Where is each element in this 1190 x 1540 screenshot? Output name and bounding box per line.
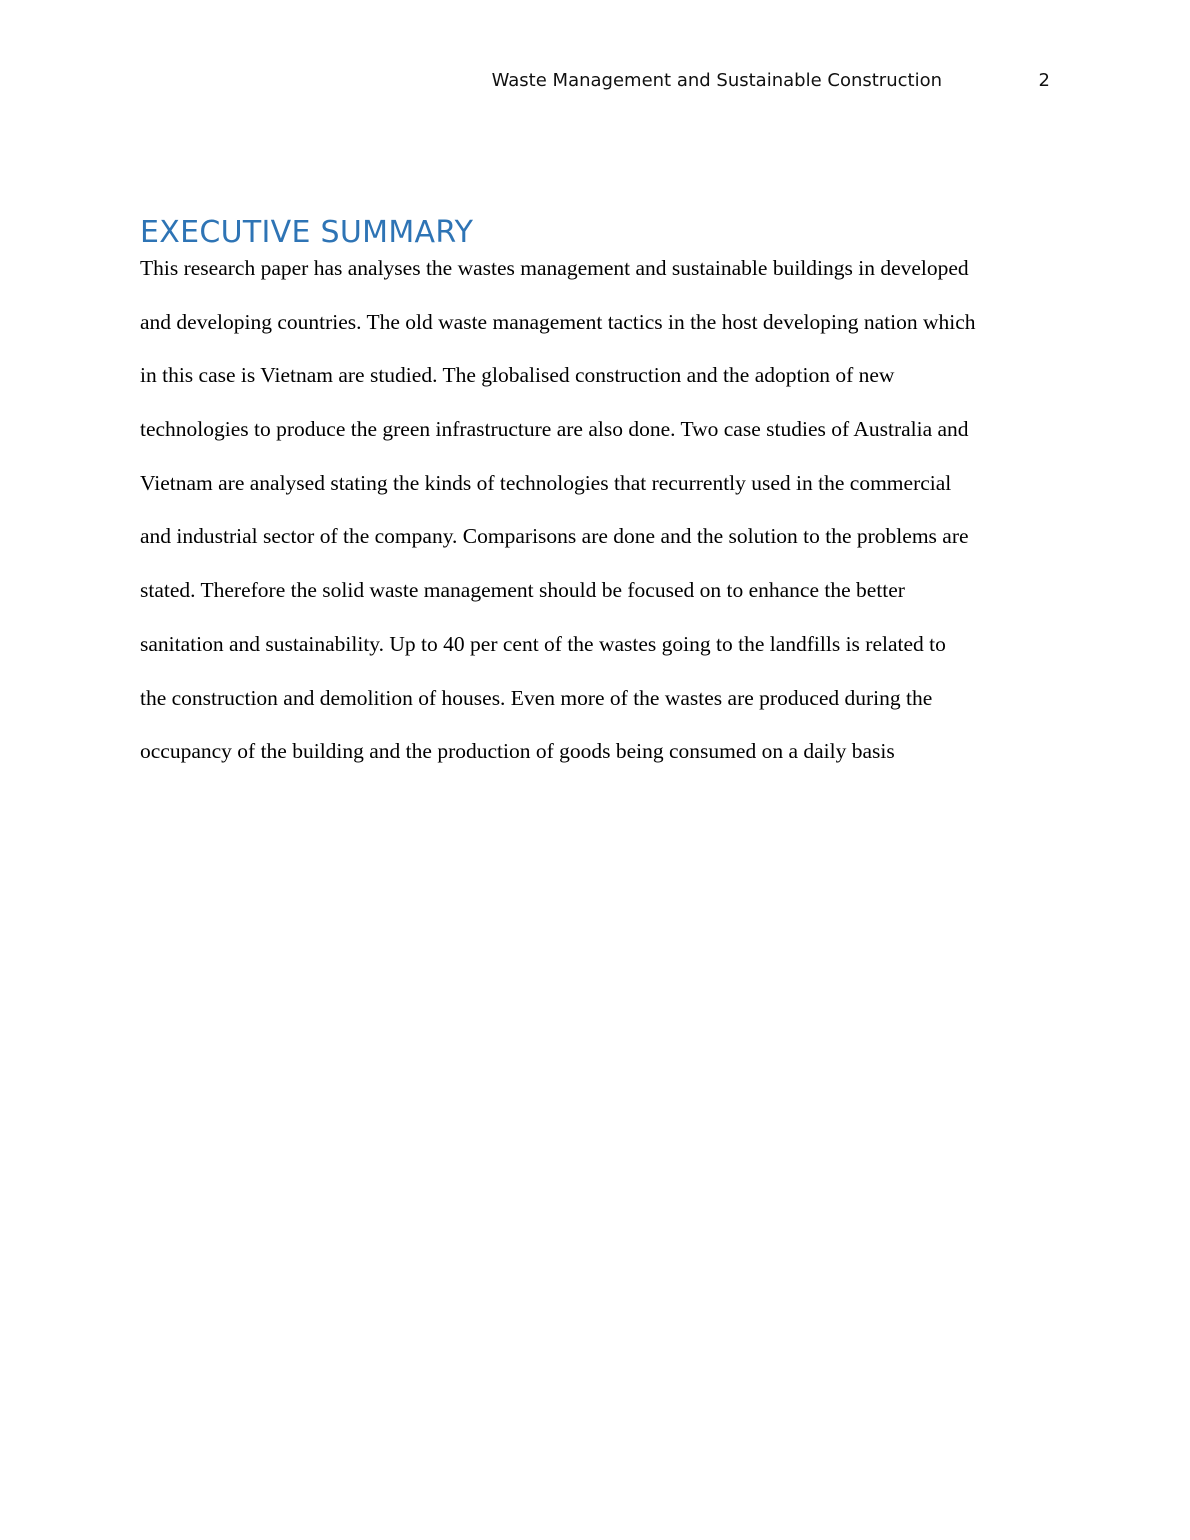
body-line: and industrial sector of the company. Comparisons are done and the solution to the problems are	[140, 524, 969, 549]
body-line: occupancy of the building and the production of goods being consumed on a daily basis	[140, 739, 895, 764]
body-line: sanitation and sustainability. Up to 40 per cent of the wastes going to the landfills is related to	[140, 631, 946, 656]
page-number: 2	[1038, 70, 1050, 91]
body-line: This research paper has analyses the wastes management and sustainable buildings in developed	[140, 256, 969, 280]
executive-summary-body	[140, 254, 1055, 791]
body-line: technologies to produce the green infrastructure are also done. Two case studies of Australia and	[140, 417, 969, 442]
body-line: the construction and demolition of houses. Even more of the wastes are produced during the	[140, 685, 933, 710]
body-line: stated. Therefore the solid waste management should be focused on to enhance the better	[140, 578, 905, 603]
running-head-title: Waste Management and Sustainable Construction	[491, 70, 942, 91]
body-line: Vietnam are analysed stating the kinds of technologies that recurrently used in the commercial	[140, 470, 952, 495]
section-heading: EXECUTIVE SUMMARY	[140, 215, 474, 250]
body-line: in this case is Vietnam are studied. The globalised construction and the adoption of new	[140, 363, 895, 388]
body-line: and developing countries. The old waste management tactics in the host developing nation which	[140, 309, 976, 334]
page-header	[140, 70, 1050, 98]
